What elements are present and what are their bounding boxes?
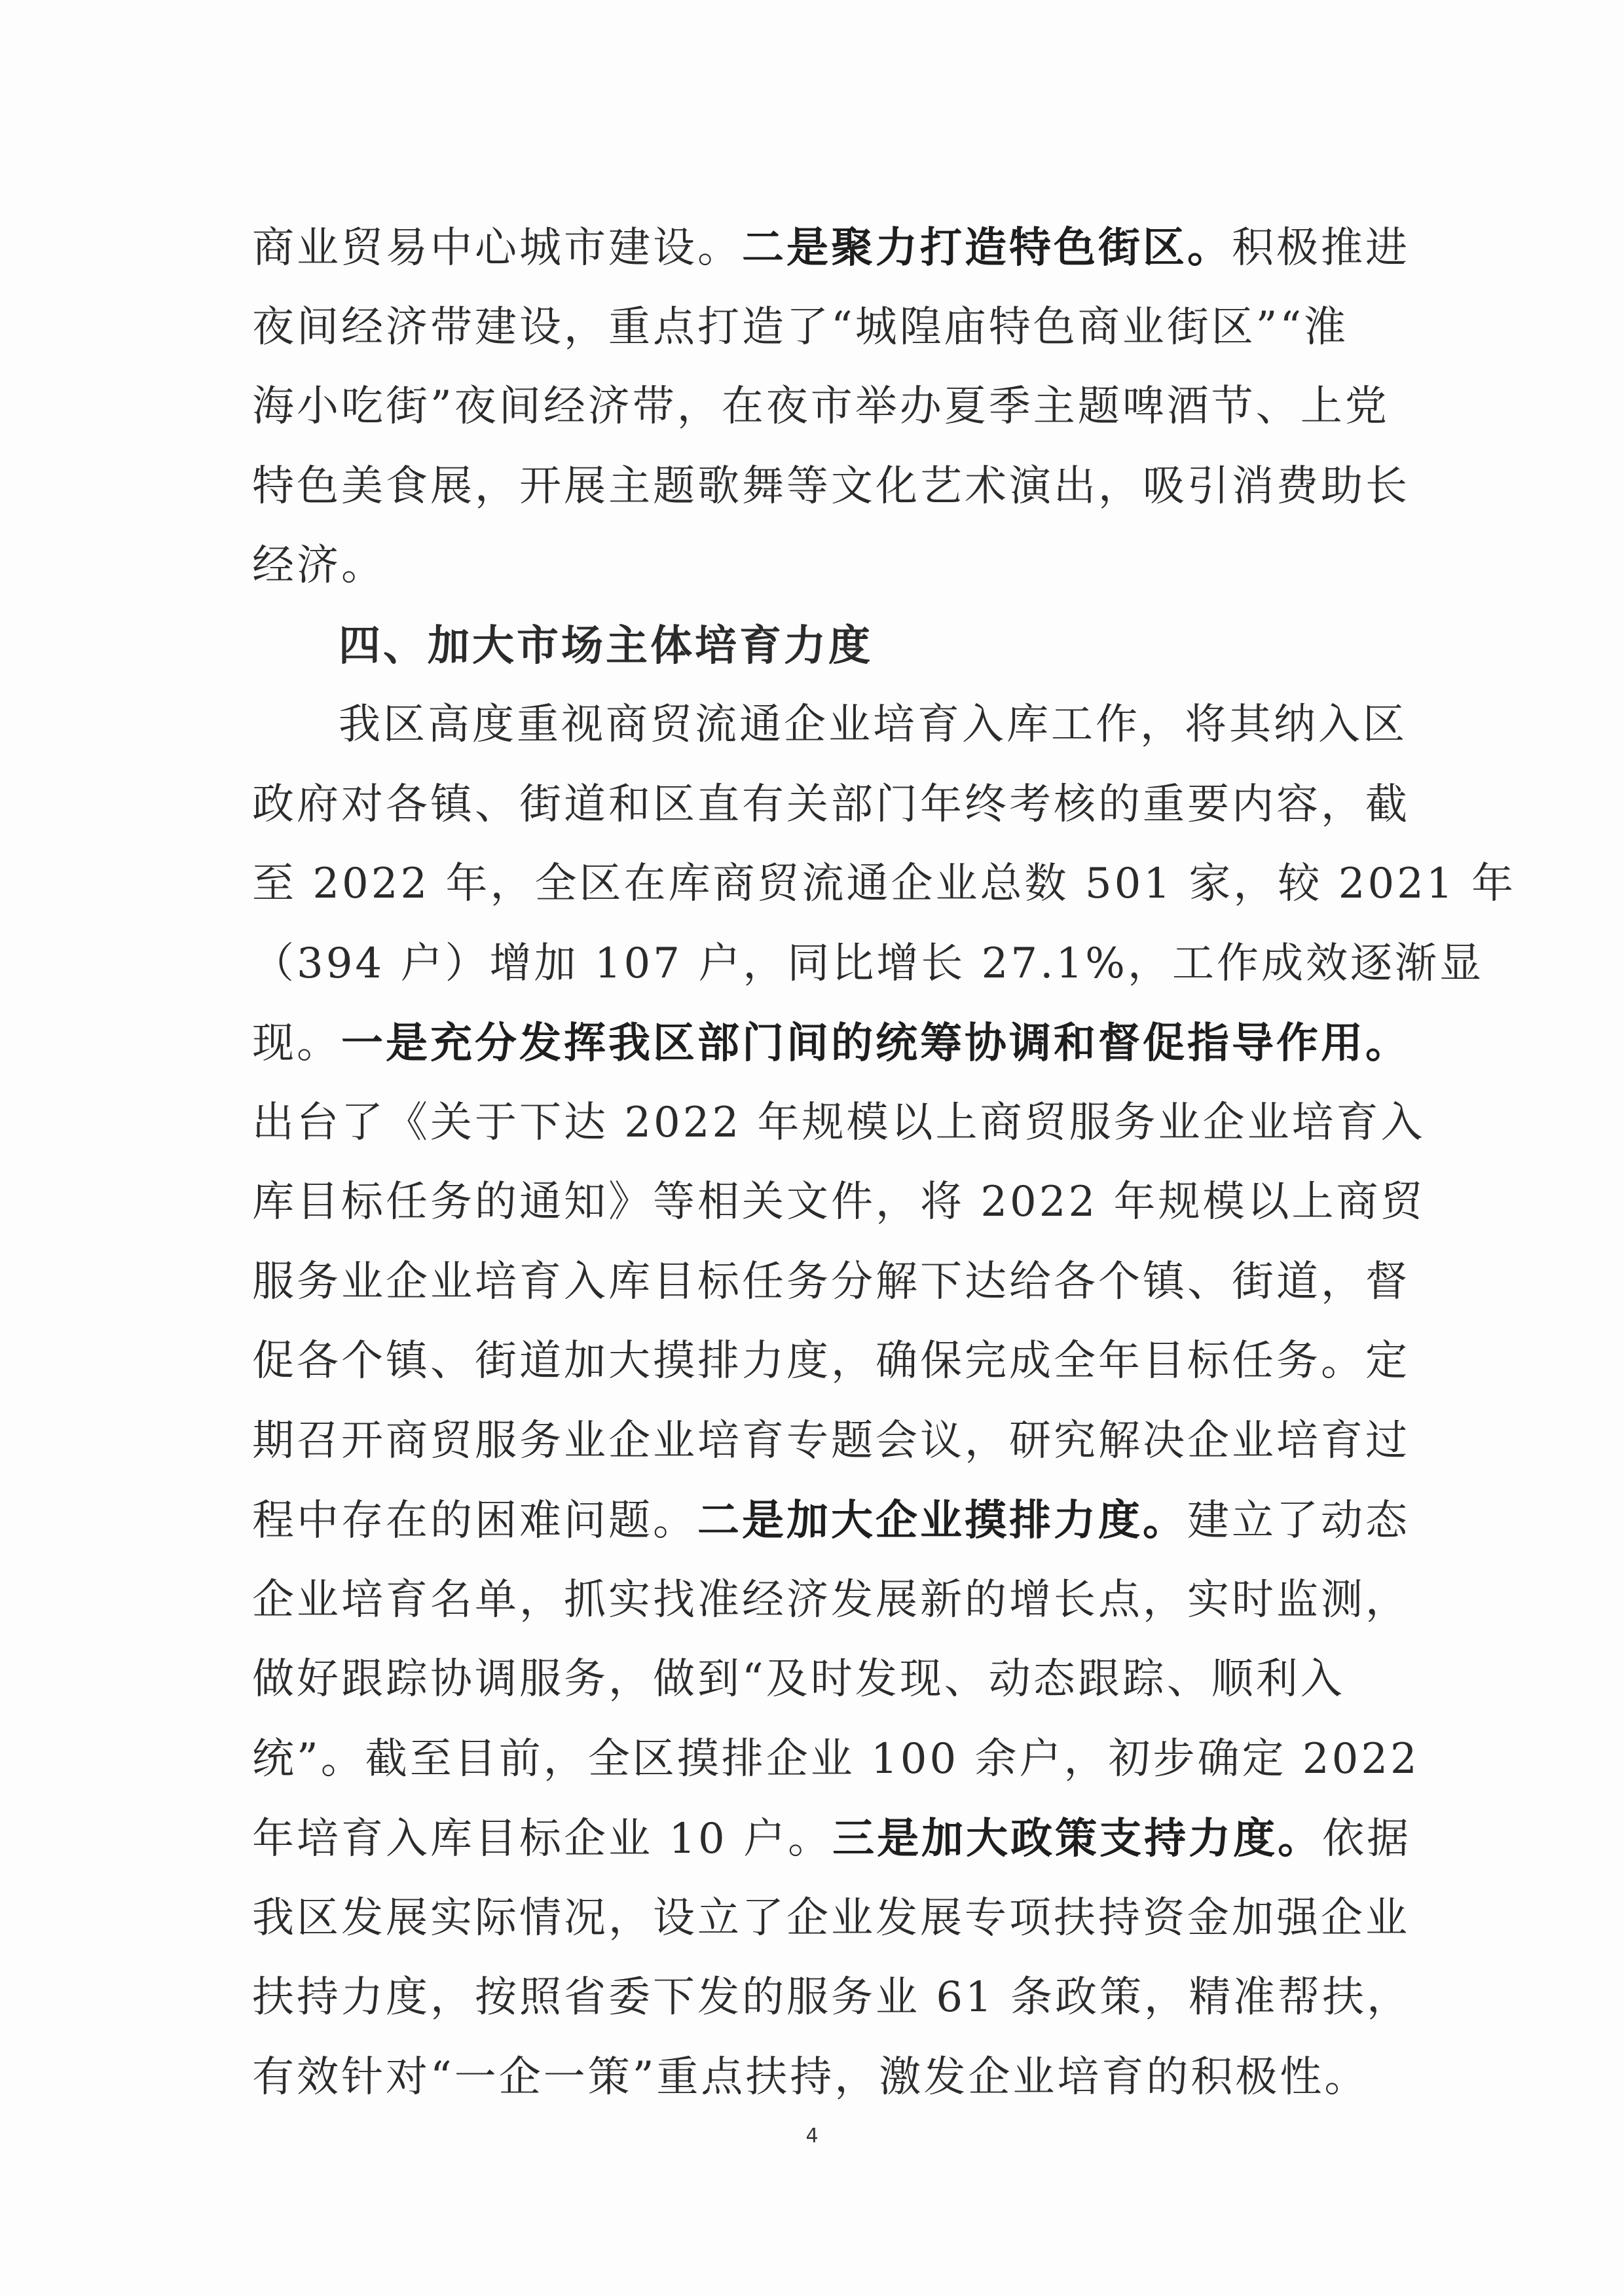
page-number: 4 [805, 2124, 819, 2147]
text-line: 服务业企业培育入库目标任务分解下达给各个镇、街道，督 [252, 1257, 1410, 1306]
bold-phrase: 二是聚力打造特色街区。 [742, 223, 1232, 272]
text-line: 库目标任务的通知》等相关文件，将 2022 年规模以上商贸 [252, 1178, 1426, 1226]
text-line: 扶持力度，按照省委下发的服务业 61 条政策，精准帮扶， [252, 1973, 1412, 2022]
text-line: 有效针对“一企一策”重点扶持，激发企业培育的积极性。 [252, 2052, 1369, 2102]
text-line: 海小吃街”夜间经济带，在夜市举办夏季主题啤酒节、上党 [252, 382, 1390, 431]
bold-phrase: 二是加大企业摸排力度。 [697, 1496, 1187, 1545]
text-line: 商业贸易中心城市建设。二是聚力打造特色街区。积极推进 [252, 223, 1410, 272]
text-line: 现。一是充分发挥我区部门间的统筹协调和督促指导作用。 [252, 1019, 1410, 1068]
text-line: 政府对各镇、街道和区直有关部门年终考核的重要内容，截 [252, 780, 1410, 829]
text-line: 经济。 [252, 541, 386, 590]
section-heading: 四、加大市场主体培育力度 [339, 621, 873, 670]
bold-phrase: 三是加大政策支持力度。 [832, 1814, 1323, 1863]
text-line: 做好跟踪协调服务，做到“及时发现、动态跟踪、顺利入 [252, 1655, 1345, 1704]
text-line: 特色美食展，开展主题歌舞等文化艺术演出，吸引消费助长 [252, 462, 1410, 511]
text-line: 我区高度重视商贸流通企业培育入库工作，将其纳入区 [339, 701, 1407, 749]
text-line: 程中存在的困难问题。二是加大企业摸排力度。建立了动态 [252, 1496, 1410, 1545]
text-line: 期召开商贸服务业企业培育专题会议，研究解决企业培育过 [252, 1416, 1410, 1465]
text-line: 出台了《关于下达 2022 年规模以上商贸服务业企业培育入 [252, 1098, 1426, 1147]
text-line: 至 2022 年，全区在库商贸流通企业总数 501 家，较 2021 年 [252, 860, 1516, 908]
text-line: 统”。截至目前，全区摸排企业 100 余户，初步确定 2022 [252, 1734, 1420, 1783]
document-body [252, 208, 1516, 2117]
text-line: 促各个镇、街道加大摸排力度，确保完成全年目标任务。定 [252, 1337, 1410, 1385]
text-line: 年培育入库目标企业 10 户。三是加大政策支持力度。依据 [252, 1814, 1412, 1863]
bold-phrase: 一是充分发挥我区部门间的统筹协调和督促指导作用。 [341, 1019, 1410, 1068]
text-line: 企业培育名单，抓实找准经济发展新的增长点，实时监测， [252, 1575, 1410, 1624]
text-line: （394 户）增加 107 户，同比增长 27.1%，工作成效逐渐显 [252, 939, 1484, 988]
text-line: 夜间经济带建设，重点打造了“城隍庙特色商业街区”“淮 [252, 302, 1349, 352]
text-line: 我区发展实际情况，设立了企业发展专项扶持资金加强企业 [252, 1893, 1410, 1942]
